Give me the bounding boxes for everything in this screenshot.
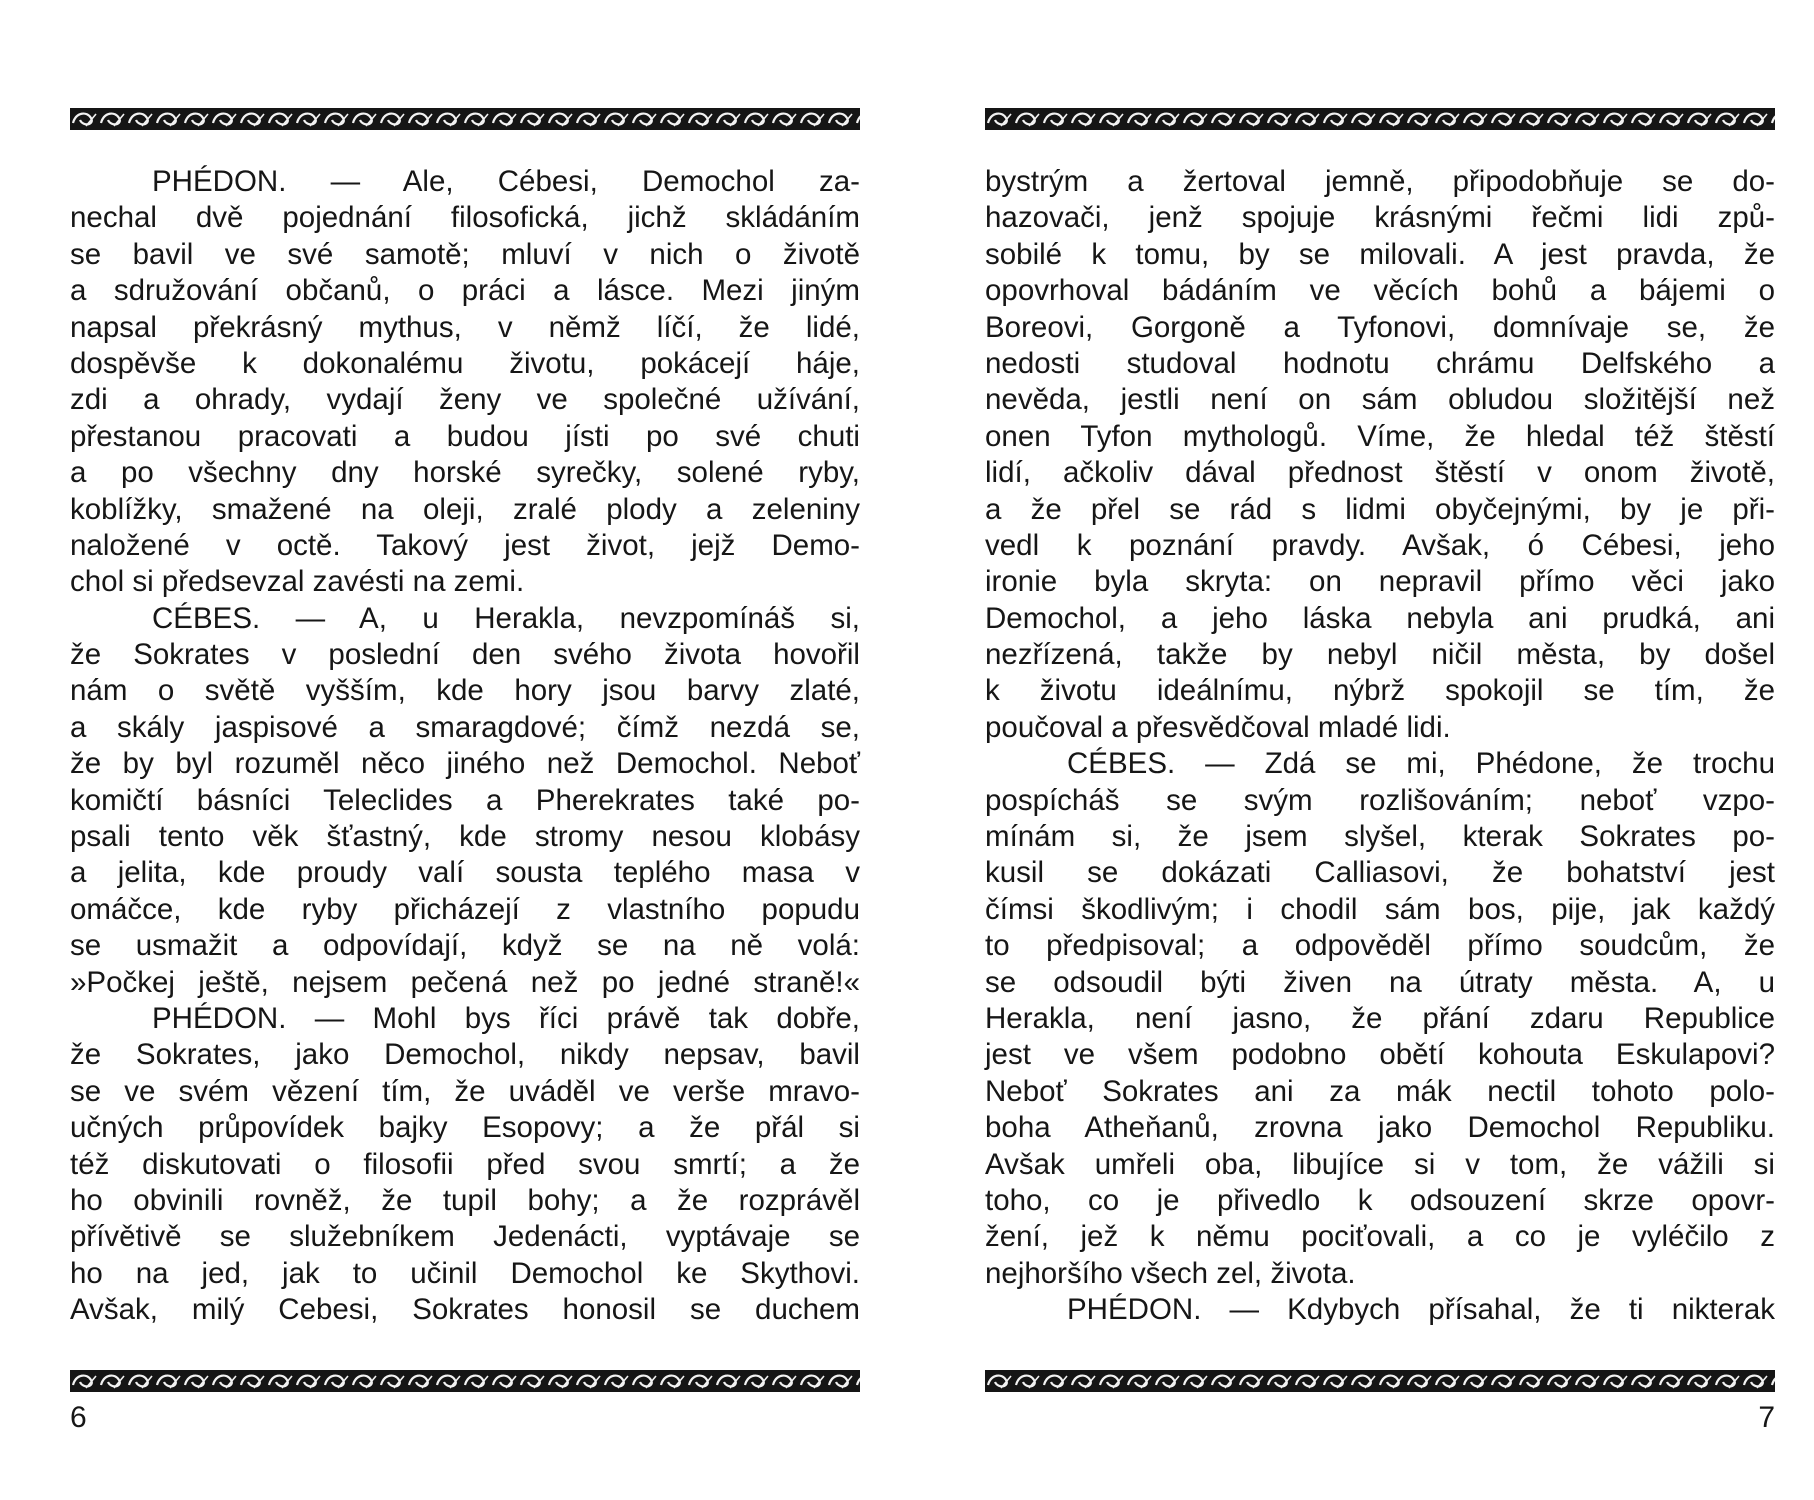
text-line: chol si předsevzal zavésti na zemi. — [70, 565, 525, 599]
text-line: PHÉDON. — Ale, Cébesi, Demochol za- — [152, 165, 860, 198]
text-line: Herakla, není jasno, že přání zdaru Republice — [985, 1001, 1775, 1035]
ornamental-border-bottom — [985, 1370, 1775, 1392]
text-line: se bavil ve své samotě; mluví v nich o životě — [70, 237, 860, 271]
left-text-column — [70, 164, 860, 1329]
text-line: nezřízená, takže by nebyl ničil města, by došel — [985, 638, 1775, 672]
text-line: se odsoudil býti živen na útraty města. A, u — [985, 965, 1775, 999]
text-line: a po všechny dny horské syrečky, solené ryby, — [70, 456, 860, 490]
text-line: pospícháš se svým rozlišováním; neboť vzpo- — [985, 783, 1775, 817]
text-line: vedl k poznání pravdy. Avšak, ó Cébesi, jeho — [985, 528, 1775, 562]
page-number: 6 — [70, 1401, 87, 1434]
text-line: dospěvše k dokonalému životu, pokácejí háje, — [70, 346, 860, 380]
text-line: Boreovi, Gorgoně a Tyfonovi, domnívaje se, že — [985, 310, 1775, 344]
right-text-column — [985, 164, 1775, 1329]
text-line: Avšak umřeli oba, libujíce si v tom, že vážili si — [985, 1147, 1775, 1181]
text-line: napsal překrásný mythus, v němž líčí, že lidé, — [70, 310, 860, 344]
text-line: nechal dvě pojednání filosofická, jichž skládáním — [70, 201, 860, 235]
text-line: mínám si, že jsem slyšel, kterak Sokrates po- — [985, 820, 1775, 854]
text-line: CÉBES. — A, u Herakla, nevzpomínáš si, — [152, 601, 860, 635]
text-line: nevěda, jestli není on sám obludou složitější než — [985, 383, 1775, 417]
text-line: CÉBES. — Zdá se mi, Phédone, že trochu — [1067, 747, 1775, 781]
text-line: »Počkej ještě, nejsem pečená než po jedné straně!« — [70, 965, 860, 999]
text-line: toho, co je přivedlo k odsouzení skrze opovr- — [985, 1183, 1775, 1217]
text-line: Demochol, a jeho láska nebyla ani prudká, ani — [985, 601, 1775, 635]
right-page — [985, 0, 1775, 1500]
text-line: též diskutovati o filosofii před svou smrtí; a že — [70, 1147, 860, 1181]
text-line: nejhoršího všech zel, života. — [985, 1256, 1356, 1290]
text-line: onen Tyfon mythologů. Víme, že hledal též štěstí — [985, 419, 1775, 453]
text-line: naložené v octě. Takový jest život, jejž Demo- — [70, 528, 860, 562]
text-line: sobilé k tomu, by se milovali. A jest pravda, že — [985, 237, 1775, 271]
text-line: to předpisoval; a odpověděl přímo soudcům, že — [985, 929, 1775, 963]
text-line: opovrhoval bádáním ve věcích bohů a bájemi o — [985, 274, 1775, 308]
ornamental-border-top — [70, 108, 860, 130]
text-line: Neboť Sokrates ani za mák nectil tohoto polo- — [985, 1074, 1775, 1108]
text-line: přestanou pracovati a budou jísti po své chuti — [70, 419, 860, 453]
text-line: koblížky, smažené na oleji, zralé plody a zeleniny — [70, 492, 860, 526]
text-line: ho na jed, jak to učinil Demochol ke Skythovi. — [70, 1256, 860, 1290]
text-line: poučoval a přesvědčoval mladé lidi. — [985, 710, 1451, 744]
ornamental-border-bottom — [70, 1370, 860, 1392]
text-line: PHÉDON. — Mohl bys říci právě tak dobře, — [152, 1001, 860, 1035]
text-line: nedosti studoval hodnotu chrámu Delfského a — [985, 346, 1775, 380]
text-line: Avšak, milý Cebesi, Sokrates honosil se duchem — [70, 1293, 860, 1327]
ornamental-border-top — [985, 108, 1775, 130]
text-line: jest ve všem podobno obětí kohouta Eskulapovi? — [985, 1038, 1775, 1072]
text-line: komičtí básníci Teleclides a Pherekrates také po- — [70, 783, 860, 817]
text-line: a jelita, kde proudy valí sousta teplého masa v — [70, 856, 860, 890]
left-page — [70, 0, 860, 1500]
text-line: že by byl rozuměl něco jiného než Demochol. Neboť — [70, 747, 860, 781]
text-line: se usmažit a odpovídají, když se na ně volá: — [70, 929, 860, 963]
text-line: učných průpovídek bajky Esopovy; a že přál si — [70, 1111, 860, 1145]
page-number: 7 — [1758, 1401, 1775, 1434]
text-line: čímsi škodlivým; i chodil sám bos, pije, jak každý — [985, 892, 1775, 926]
text-line: bystrým a žertoval jemně, připodobňuje se do- — [985, 165, 1775, 198]
text-line: k životu ideálnímu, nýbrž spokojil se tím, že — [985, 674, 1775, 708]
text-line: kusil se dokázati Calliasovi, že bohatství jest — [985, 856, 1775, 890]
text-line: lidí, ačkoliv dával přednost štěstí v onom životě, — [985, 456, 1775, 490]
text-line: omáčce, kde ryby přicházejí z vlastního popudu — [70, 892, 860, 926]
text-line: že Sokrates v poslední den svého života hovořil — [70, 638, 860, 672]
text-line: a že přel se rád s lidmi obyčejnými, by je při- — [985, 492, 1775, 526]
text-line: a skály jaspisové a smaragdové; čímž nezdá se, — [70, 710, 860, 744]
text-line: že Sokrates, jako Demochol, nikdy nepsav, bavil — [70, 1038, 860, 1072]
text-line: ho obvinili rovněž, že tupil bohy; a že rozprávěl — [70, 1183, 860, 1217]
text-line: boha Atheňanů, zrovna jako Demochol Republiku. — [985, 1111, 1775, 1145]
text-line: hazovači, jenž spojuje krásnými řečmi lidi způ- — [985, 201, 1775, 235]
text-line: PHÉDON. — Kdybych přísahal, že ti nikterak — [1067, 1293, 1775, 1327]
text-line: a sdružování občanů, o práci a lásce. Mezi jiným — [70, 274, 860, 308]
text-line: psali tento věk šťastný, kde stromy nesou klobásy — [70, 820, 860, 854]
text-line: ironie byla skryta: on nepravil přímo věci jako — [985, 565, 1775, 599]
text-line: se ve svém vězení tím, že uváděl ve verše mravo- — [70, 1074, 860, 1108]
text-line: nám o světě vyšším, kde hory jsou barvy zlaté, — [70, 674, 860, 708]
text-line: přívětivě se služebníkem Jedenácti, vyptávaje se — [70, 1220, 860, 1254]
text-line: žení, jež k němu pociťovali, a co je vyléčilo z — [985, 1220, 1775, 1254]
text-line: zdi a ohrady, vydají ženy ve společné užívání, — [70, 383, 860, 417]
